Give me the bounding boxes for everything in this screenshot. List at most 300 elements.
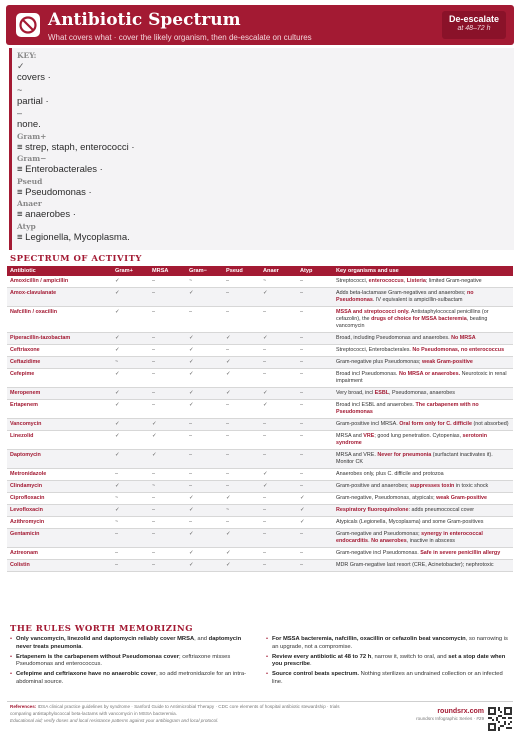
key-glyph-partial: ~	[17, 84, 23, 95]
references-line-1: IDSA clinical practice guidelines by syndrome · Sanford Guide to Antimicrobial Therapy · CDC core elements of hospital antibiotic stewardship · trials	[36, 704, 340, 709]
emphasis-text: Cefepime and ceftriaxone have no anaerobic cover	[16, 671, 157, 677]
coverage-cell-pseud: ✓	[223, 369, 260, 388]
emphasis-text: No MRSA	[451, 335, 476, 341]
spectrum-table	[7, 266, 513, 572]
coverage-cell-gram-pos: –	[112, 529, 149, 548]
coverage-cell-atyp: –	[297, 548, 333, 560]
coverage-cell-anaer: –	[260, 560, 297, 572]
coverage-cell-anaer: –	[260, 357, 297, 369]
coverage-cell-gram-pos: ✓	[112, 307, 149, 333]
antibiotic-name: Ceftazidime	[7, 357, 112, 369]
coverage-cell-pseud: ✓	[223, 357, 260, 369]
emphasis-text: Ertapenem is the carbapenem without Pseudomonas cover	[16, 653, 180, 660]
key-organisms-cell	[333, 517, 513, 529]
coverage-cell-anaer: –	[260, 505, 297, 517]
plain-text: . IV equivalent is ampicillin-sulbactam	[372, 297, 463, 303]
key-organisms-cell	[333, 431, 513, 450]
coverage-cell-mrsa: –	[149, 505, 186, 517]
coverage-cell-pseud: –	[223, 469, 260, 481]
emphasis-text: daptomycin never treats pneumonia	[16, 636, 242, 650]
coverage-cell-atyp: –	[297, 333, 333, 345]
plain-text: .	[310, 661, 312, 667]
antibiotic-name: Nafcillin / oxacillin	[7, 307, 112, 333]
coverage-cell-pseud: –	[223, 345, 260, 357]
coverage-cell-mrsa: –	[149, 548, 186, 560]
coverage-cell-pseud: ✓	[223, 548, 260, 560]
coverage-cell-gram-neg: –	[186, 481, 223, 493]
plain-text: Adds beta-lactamase Gram-negatives and anaerobes;	[336, 290, 467, 296]
coverage-cell-atyp: ✓	[297, 505, 333, 517]
coverage-cell-gram-pos: –	[112, 469, 149, 481]
coverage-cell-pseud: –	[223, 288, 260, 307]
table-row	[7, 419, 513, 431]
emphasis-text: Review every antibiotic at 48 to 72 h	[272, 653, 372, 660]
coverage-cell-pseud: –	[223, 481, 260, 493]
brand-series: roundsrx Infographic Series · #29	[416, 716, 484, 721]
plain-text: Gram-positive and anaerobes;	[336, 483, 411, 489]
plain-text: Antistaphylococcal penicillins (or cefazolin), the	[336, 309, 489, 322]
key-text-partial: partial ·	[17, 95, 49, 107]
emphasis-text: Never for pneumonia	[377, 452, 432, 458]
key-organisms-cell	[333, 548, 513, 560]
plain-text: , narrow it, switch to oral, and	[371, 653, 449, 660]
rules-column-right	[266, 636, 510, 689]
key-organisms-cell	[333, 400, 513, 419]
coverage-cell-pseud: ✓	[223, 493, 260, 505]
key-organisms-cell	[333, 505, 513, 517]
coverage-cell-mrsa: –	[149, 529, 186, 548]
key-organisms-cell	[333, 529, 513, 548]
plain-text: Atypicals (Legionella, Mycoplasma) and some Gram-positives	[336, 519, 484, 525]
antibiotic-name: Linezolid	[7, 431, 112, 450]
coverage-cell-pseud: –	[223, 450, 260, 469]
coverage-cell-anaer: ~	[260, 276, 297, 288]
coverage-cell-gram-neg: –	[186, 307, 223, 333]
plain-text: (surfactant inactivates it). Monitor CK	[336, 452, 493, 465]
table-row	[7, 493, 513, 505]
coverage-cell-mrsa: –	[149, 493, 186, 505]
coverage-cell-gram-neg: –	[186, 469, 223, 481]
table-row	[7, 517, 513, 529]
coverage-cell-gram-pos: ✓	[112, 431, 149, 450]
coverage-cell-gram-neg: ✓	[186, 357, 223, 369]
column-header-antibiotic: Antibiotic	[7, 266, 112, 276]
coverage-cell-anaer: –	[260, 419, 297, 431]
coverage-cell-pseud: –	[223, 307, 260, 333]
emphasis-text: VRE	[363, 433, 375, 439]
plain-text: ; ceftriaxone misses Pseudomonas and enterococcus.	[16, 653, 231, 667]
emphasis-text: Listeria	[406, 278, 426, 284]
footer-divider	[7, 701, 513, 702]
coverage-cell-gram-pos: –	[112, 548, 149, 560]
plain-text: MDR Gram-negative last resort (CRE, Acinetobacter); nephrotoxic	[336, 562, 494, 568]
coverage-cell-mrsa: –	[149, 469, 186, 481]
coverage-cell-mrsa: –	[149, 357, 186, 369]
plain-text: , beating vancomycin	[336, 316, 488, 329]
plain-text: Gram-negative and Pseudomonas;	[336, 531, 422, 537]
coverage-cell-gram-pos: ~	[112, 517, 149, 529]
emphasis-text: synergy in enterococcal endocarditis	[336, 531, 483, 544]
plain-text: ; good lung penetration. Cytopenias,	[374, 433, 463, 439]
table-row	[7, 333, 513, 345]
table-row	[7, 450, 513, 469]
table-row	[7, 276, 513, 288]
plain-text: Gram-negative incl Pseudomonas.	[336, 550, 421, 556]
coverage-cell-pseud: ~	[223, 505, 260, 517]
antibiotic-name: Azithromycin	[7, 517, 112, 529]
coverage-cell-anaer: ✓	[260, 388, 297, 400]
rule-item	[266, 636, 510, 651]
plain-text: , inactive in abscess	[406, 538, 455, 544]
coverage-cell-atyp: –	[297, 357, 333, 369]
coverage-cell-gram-pos: ✓	[112, 333, 149, 345]
antibiotic-name: Metronidazole	[7, 469, 112, 481]
antibiotic-name: Piperacillin-tazobactam	[7, 333, 112, 345]
plain-text: , so narrowing is an upgrade, not a compromise.	[272, 636, 508, 650]
antibiotic-name: Clindamycin	[7, 481, 112, 493]
coverage-cell-mrsa: ~	[149, 481, 186, 493]
coverage-cell-mrsa: –	[149, 276, 186, 288]
key-organisms-cell	[333, 369, 513, 388]
rules-column-left	[10, 636, 254, 689]
rule-item	[10, 636, 254, 651]
key-organisms-cell	[333, 419, 513, 431]
column-header-anaer: Anaer	[260, 266, 297, 276]
coverage-cell-gram-neg: ✓	[186, 345, 223, 357]
coverage-cell-gram-pos: ~	[112, 493, 149, 505]
coverage-cell-gram-pos: –	[112, 560, 149, 572]
coverage-cell-gram-neg: –	[186, 419, 223, 431]
coverage-cell-anaer: –	[260, 517, 297, 529]
coverage-cell-gram-neg: ✓	[186, 388, 223, 400]
antibiotic-name: Ciprofloxacin	[7, 493, 112, 505]
antibiotic-name: Daptomycin	[7, 450, 112, 469]
antibiotic-name: Amoxicillin / ampicillin	[7, 276, 112, 288]
de-escalate-badge	[442, 11, 506, 39]
antibiotic-name: Aztreonam	[7, 548, 112, 560]
coverage-cell-pseud: ✓	[223, 333, 260, 345]
key-col-label-gram-neg: Gram−	[17, 154, 47, 163]
brand-url[interactable]: roundsrx.com	[437, 708, 484, 715]
coverage-cell-gram-neg: ~	[186, 276, 223, 288]
plain-text: (not absorbed)	[472, 421, 509, 427]
key-organisms-cell	[333, 560, 513, 572]
coverage-cell-gram-pos: ✓	[112, 345, 149, 357]
emphasis-text: Oral form only for C. difficile	[399, 421, 472, 427]
key-organisms-cell	[333, 450, 513, 469]
table-row	[7, 560, 513, 572]
key-organisms-cell	[333, 345, 513, 357]
coverage-cell-atyp: ✓	[297, 517, 333, 529]
coverage-cell-anaer: –	[260, 450, 297, 469]
page-subtitle: What covers what · cover the likely organism, then de-escalate on cultures	[48, 33, 312, 42]
column-header-atyp: Atyp	[297, 266, 333, 276]
plain-text: .	[81, 643, 84, 650]
antibiotic-name: Meropenem	[7, 388, 112, 400]
coverage-cell-anaer: –	[260, 431, 297, 450]
antibiotic-name: Ceftriaxone	[7, 345, 112, 357]
emphasis-text: ESBL	[374, 390, 390, 396]
coverage-cell-mrsa: –	[149, 333, 186, 345]
antibiotic-name: Gentamicin	[7, 529, 112, 548]
key-organisms-cell	[333, 388, 513, 400]
coverage-cell-gram-pos: ✓	[112, 505, 149, 517]
coverage-cell-anaer: ✓	[260, 469, 297, 481]
antibiotic-name: Vancomycin	[7, 419, 112, 431]
coverage-cell-pseud: ✓	[223, 560, 260, 572]
coverage-cell-gram-neg: ✓	[186, 400, 223, 419]
plain-text: Gram-negative plus Pseudomonas;	[336, 359, 422, 365]
coverage-cell-mrsa: –	[149, 400, 186, 419]
key-col-label-anaer: Anaer	[17, 199, 42, 208]
emphasis-text: weak Gram-positive	[422, 359, 473, 365]
plain-text: Broad, including Pseudomonas and anaerobes.	[336, 335, 452, 341]
emphasis-text: serotonin syndrome	[336, 433, 488, 446]
coverage-cell-gram-neg: ✓	[186, 529, 223, 548]
plain-text: Streptococci, Enterobacterales.	[336, 347, 413, 353]
coverage-cell-mrsa: –	[149, 307, 186, 333]
coverage-cell-mrsa: ✓	[149, 431, 186, 450]
coverage-cell-atyp: –	[297, 431, 333, 450]
key-organisms-cell	[333, 307, 513, 333]
plain-text: Gram-negative, Pseudomonas, atypicals;	[336, 495, 437, 501]
rule-item	[10, 654, 254, 669]
key-col-text-atyp: ≡ Legionella, Mycoplasma.	[17, 231, 130, 243]
table-row	[7, 431, 513, 450]
coverage-cell-pseud: –	[223, 400, 260, 419]
emphasis-text: No Pseudomonas, no enterococcus	[412, 347, 505, 353]
coverage-cell-mrsa: –	[149, 517, 186, 529]
coverage-cell-gram-neg: ✓	[186, 288, 223, 307]
coverage-cell-gram-pos: ✓	[112, 288, 149, 307]
emphasis-text: MSSA and streptococci only.	[336, 309, 410, 315]
references-line-2: comparing antistaphylococcal beta-lactams with vancomycin in MSSA bacteremia.	[10, 711, 177, 716]
column-header-gram-pos: Gram+	[112, 266, 149, 276]
de-escalate-timing: at 48–72 h	[457, 25, 491, 32]
coverage-cell-atyp: –	[297, 400, 333, 419]
plain-text: MRSA and	[336, 433, 364, 439]
key-glyph-covers: ✓	[17, 61, 25, 71]
coverage-cell-gram-pos: ✓	[112, 450, 149, 469]
brand-block	[416, 708, 484, 721]
key-col-label-pseud: Pseud	[17, 176, 43, 186]
coverage-cell-pseud: ✓	[223, 388, 260, 400]
coverage-cell-pseud: ✓	[223, 529, 260, 548]
coverage-cell-anaer: –	[260, 307, 297, 333]
coverage-cell-pseud: –	[223, 276, 260, 288]
key-organisms-cell	[333, 276, 513, 288]
antibiotic-name: Levofloxacin	[7, 505, 112, 517]
plain-text: .	[368, 538, 372, 544]
coverage-cell-atyp: –	[297, 345, 333, 357]
antibiotic-name: Ertapenem	[7, 400, 112, 419]
coverage-cell-mrsa: –	[149, 345, 186, 357]
rules-section-title: THE RULES WORTH MEMORIZING	[10, 624, 193, 634]
table-row	[7, 345, 513, 357]
coverage-cell-atyp: –	[297, 307, 333, 333]
table-body	[7, 276, 513, 572]
coverage-cell-gram-neg: –	[186, 450, 223, 469]
coverage-cell-anaer: ✓	[260, 481, 297, 493]
key-label: KEY:	[17, 51, 37, 60]
emphasis-text: Respiratory fluoroquinolone	[336, 507, 409, 513]
coverage-cell-atyp: –	[297, 469, 333, 481]
key-organisms-cell	[333, 493, 513, 505]
plain-text: Broad incl Pseudomonas.	[336, 371, 399, 377]
plain-text: Anaerobes only, plus C. difficile and protozoa	[336, 471, 444, 477]
no-entry-icon	[16, 13, 40, 37]
plain-text: in toxic shock	[454, 483, 489, 489]
de-escalate-title: De-escalate	[448, 14, 500, 24]
coverage-cell-mrsa: –	[149, 369, 186, 388]
coverage-cell-atyp: –	[297, 419, 333, 431]
plain-text: ; limited Gram-negative	[425, 278, 482, 284]
key-col-text-pseud: ≡ Pseudomonas ·	[17, 186, 92, 198]
emphasis-text: Source control beats spectrum.	[272, 671, 359, 677]
table-row	[7, 400, 513, 419]
plain-text: MRSA and VRE.	[336, 452, 378, 458]
table-row	[7, 388, 513, 400]
key-organisms-cell	[333, 288, 513, 307]
references-label: References:	[10, 704, 37, 709]
table-row	[7, 288, 513, 307]
plain-text: Gram-positive incl MRSA.	[336, 421, 400, 427]
coverage-cell-gram-pos: ✓	[112, 276, 149, 288]
coverage-cell-atyp: ✓	[297, 493, 333, 505]
disclaimer: Educational aid; verify doses and local resistance patterns against your antibiogram and local protocol.	[10, 718, 219, 723]
coverage-cell-atyp: –	[297, 481, 333, 493]
coverage-cell-gram-neg: ✓	[186, 505, 223, 517]
references	[10, 703, 408, 724]
coverage-cell-atyp: –	[297, 369, 333, 388]
coverage-cell-anaer: –	[260, 345, 297, 357]
table-row	[7, 469, 513, 481]
coverage-cell-anaer: –	[260, 548, 297, 560]
page-title: Antibiotic Spectrum	[48, 10, 241, 30]
table-row	[7, 369, 513, 388]
coverage-cell-atyp: –	[297, 276, 333, 288]
coverage-cell-gram-neg: ✓	[186, 333, 223, 345]
key-col-text-anaer: ≡ anaerobes ·	[17, 209, 76, 220]
coverage-cell-atyp: –	[297, 450, 333, 469]
coverage-cell-gram-neg: ✓	[186, 369, 223, 388]
plain-text: , Pseudomonas, anaerobes	[389, 390, 455, 396]
emphasis-text: Safe in severe penicillin allergy	[420, 550, 501, 556]
emphasis-text: Only vancomycin, linezolid and daptomycin reliably cover MRSA	[16, 636, 195, 642]
plain-text: Neurotoxic in renal impairment	[336, 371, 507, 384]
column-header-gram-neg: Gram−	[186, 266, 223, 276]
coverage-cell-gram-neg: ✓	[186, 493, 223, 505]
key-col-text-gram-neg: ≡ Enterobacterales ·	[17, 164, 103, 175]
emphasis-text: No anaerobes	[371, 538, 407, 544]
coverage-cell-gram-pos: ✓	[112, 388, 149, 400]
table-row	[7, 307, 513, 333]
emphasis-text: suppresses toxin	[410, 483, 455, 489]
coverage-cell-atyp: –	[297, 288, 333, 307]
coverage-cell-pseud: –	[223, 419, 260, 431]
column-header-pseud: Pseud	[223, 266, 260, 276]
emphasis-text: set a stop date when you prescribe	[272, 653, 506, 667]
coverage-cell-mrsa: ✓	[149, 450, 186, 469]
plain-text: : adds pneumococcal cover	[408, 507, 475, 513]
key-organisms-cell	[333, 481, 513, 493]
coverage-cell-atyp: –	[297, 560, 333, 572]
key-text-none: none.	[17, 119, 41, 130]
key-text-covers: covers ·	[17, 72, 51, 83]
coverage-cell-atyp: –	[297, 529, 333, 548]
rule-item	[10, 671, 254, 686]
key-panel	[9, 48, 514, 250]
plain-text: , so add metronidazole for an intra-abdominal source.	[16, 671, 247, 685]
table-row	[7, 357, 513, 369]
key-col-label-gram-pos: Gram+	[17, 131, 47, 141]
coverage-cell-mrsa: –	[149, 388, 186, 400]
coverage-cell-gram-pos: ✓	[112, 481, 149, 493]
plain-text: Nothing sterilizes an undrained collection or an infected line.	[272, 671, 503, 685]
coverage-cell-gram-neg: ✓	[186, 548, 223, 560]
antibiotic-name: Colistin	[7, 560, 112, 572]
coverage-cell-mrsa: –	[149, 560, 186, 572]
emphasis-text: no Pseudomonas	[336, 290, 474, 303]
coverage-cell-gram-neg: –	[186, 517, 223, 529]
header-banner	[6, 5, 514, 45]
key-col-label-atyp: Atyp	[17, 221, 36, 231]
key-organisms-cell	[333, 357, 513, 369]
coverage-cell-atyp: –	[297, 388, 333, 400]
coverage-cell-mrsa: ✓	[149, 419, 186, 431]
rule-item	[266, 654, 510, 669]
table-row	[7, 481, 513, 493]
spectrum-section-title: SPECTRUM OF ACTIVITY	[10, 254, 142, 264]
coverage-cell-gram-neg: ✓	[186, 560, 223, 572]
emphasis-text: No MRSA or anaerobes.	[398, 371, 461, 377]
coverage-cell-anaer: ✓	[260, 333, 297, 345]
coverage-cell-anaer: –	[260, 493, 297, 505]
coverage-cell-gram-pos: ~	[112, 357, 149, 369]
table-row	[7, 505, 513, 517]
antibiotic-name: Amox-clavulanate	[7, 288, 112, 307]
table-row	[7, 529, 513, 548]
coverage-cell-pseud: –	[223, 431, 260, 450]
column-header-mrsa: MRSA	[149, 266, 186, 276]
key-organisms-cell	[333, 333, 513, 345]
coverage-cell-pseud: –	[223, 517, 260, 529]
key-col-text-gram-pos: ≡ strep, staph, enterococci ·	[17, 141, 135, 153]
coverage-cell-anaer: –	[260, 529, 297, 548]
key-glyph-none: –	[17, 108, 23, 118]
coverage-cell-mrsa: –	[149, 288, 186, 307]
qr-code-icon[interactable]	[488, 707, 512, 731]
emphasis-text: weak Gram-positive	[436, 495, 488, 501]
rule-item	[266, 671, 510, 686]
coverage-cell-anaer: ✓	[260, 400, 297, 419]
table-row	[7, 548, 513, 560]
coverage-cell-anaer: –	[260, 369, 297, 388]
plain-text: Broad incl ESBL and anaerobes.	[336, 402, 416, 408]
key-organisms-cell	[333, 469, 513, 481]
coverage-cell-gram-pos: ✓	[112, 400, 149, 419]
coverage-cell-gram-neg: –	[186, 431, 223, 450]
plain-text: Streptococci,	[336, 278, 369, 284]
coverage-cell-anaer: ✓	[260, 288, 297, 307]
plain-text: , and	[194, 636, 209, 642]
antibiotic-name: Cefepime	[7, 369, 112, 388]
emphasis-text: enterococcus	[368, 278, 404, 284]
column-header-key-organisms: Key organisms and use	[333, 266, 513, 276]
coverage-cell-gram-pos: ✓	[112, 369, 149, 388]
table-header-row	[7, 266, 513, 276]
plain-text: ,	[403, 278, 407, 284]
